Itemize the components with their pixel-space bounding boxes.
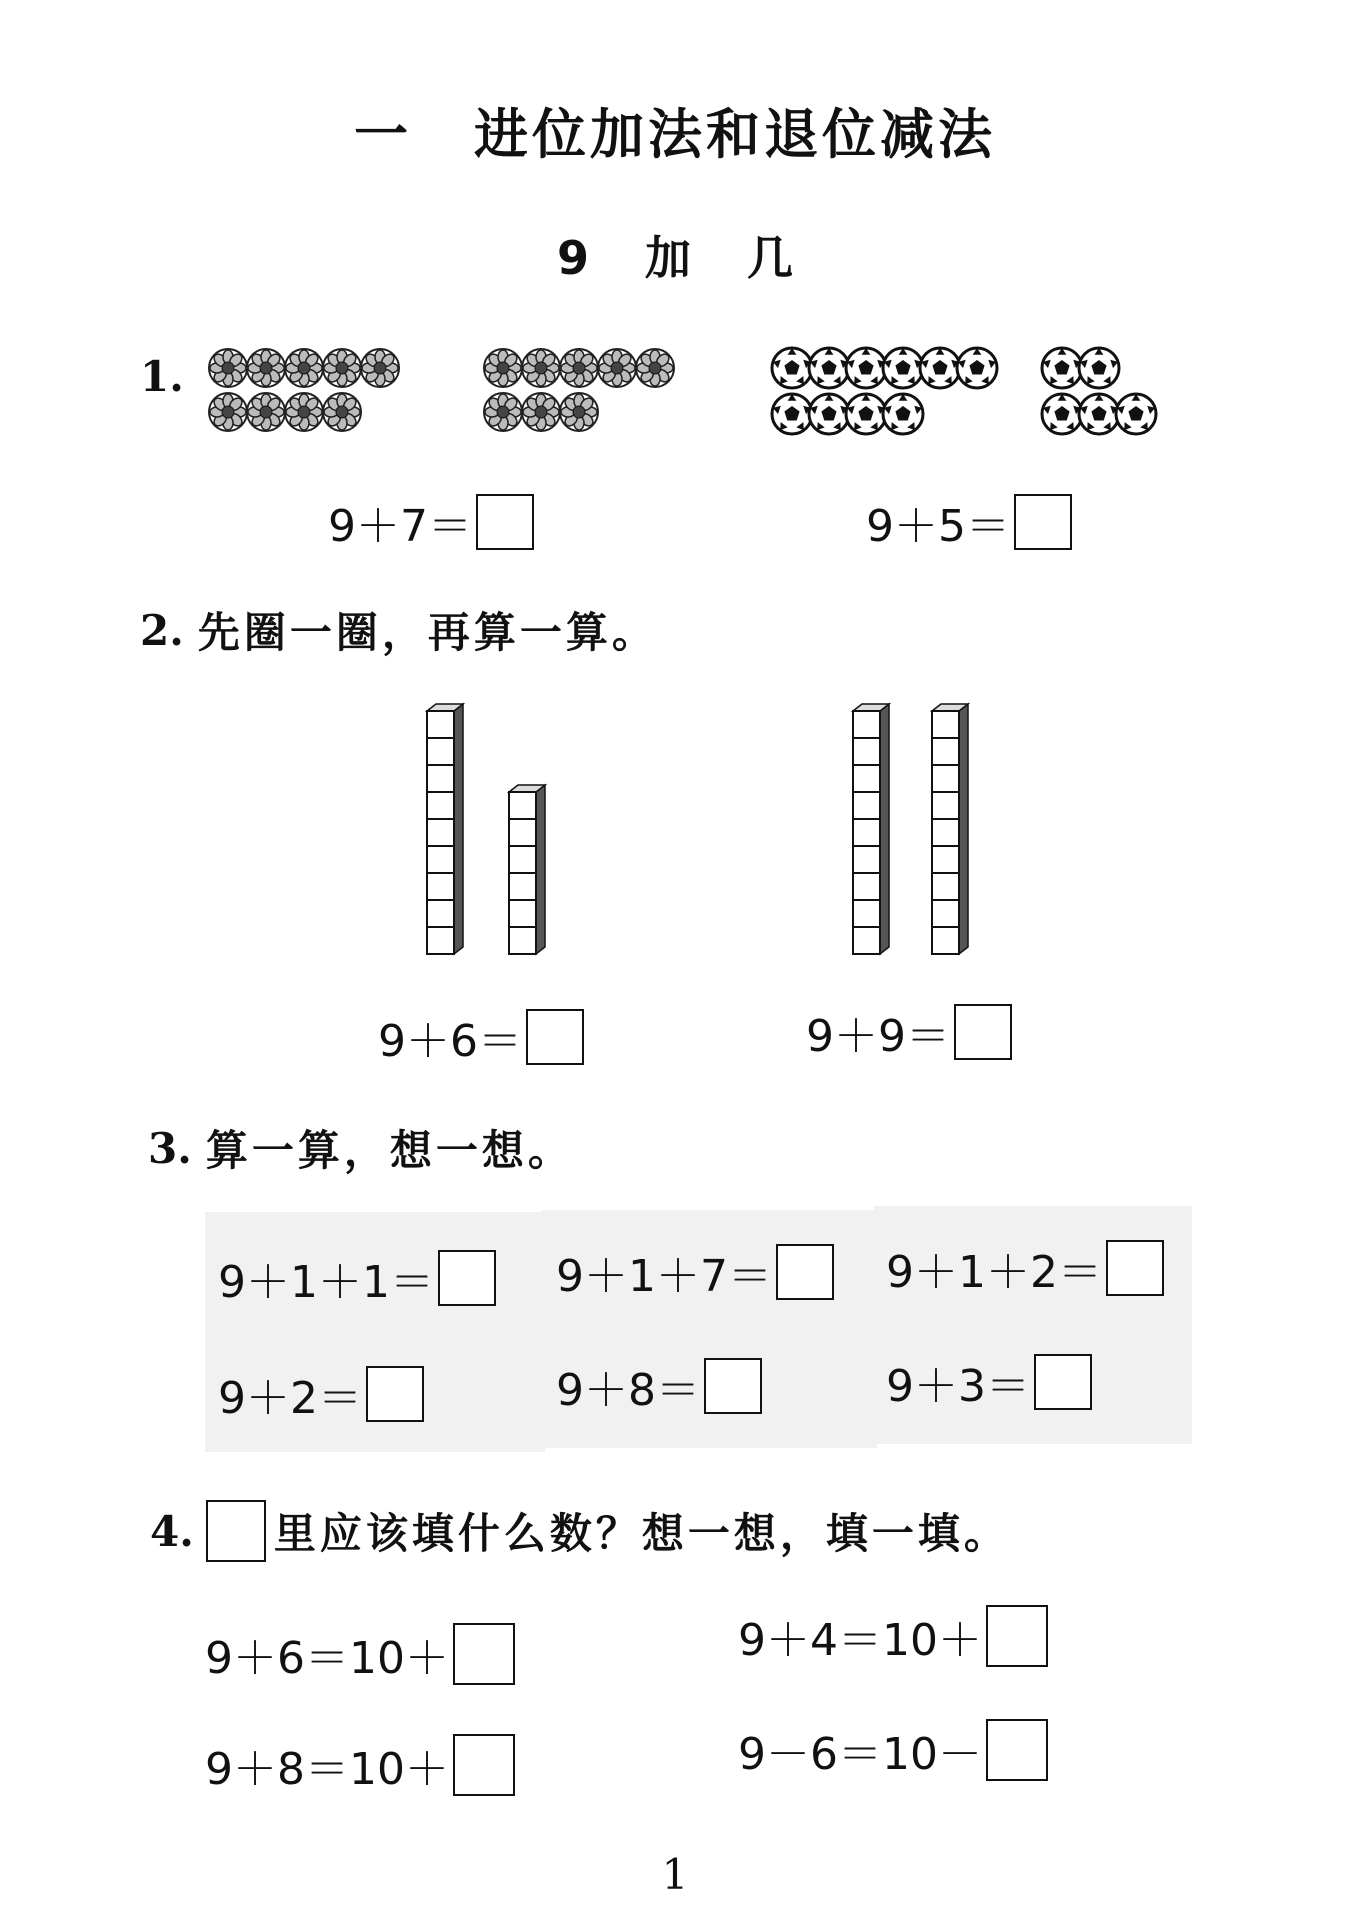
answer-box[interactable] xyxy=(954,1004,1012,1060)
q3-equation-2 xyxy=(556,1240,834,1304)
q3-instruction: 算一算，想一想。 xyxy=(205,1126,574,1175)
answer-box[interactable] xyxy=(776,1244,834,1300)
q4-equation-3-text: 9＋8＝10＋ xyxy=(205,1744,449,1795)
cube xyxy=(509,846,536,873)
cube xyxy=(853,900,880,927)
cube-bar xyxy=(932,704,968,954)
answer-box[interactable] xyxy=(453,1623,515,1685)
cube xyxy=(853,927,880,954)
cube xyxy=(509,900,536,927)
answer-box[interactable] xyxy=(438,1250,496,1306)
q3-equation-5-text: 9＋8＝ xyxy=(556,1365,700,1416)
cube xyxy=(932,792,959,819)
q4-number: 4. xyxy=(150,1506,194,1556)
cube-bar xyxy=(853,704,889,954)
cube xyxy=(509,792,536,819)
cube xyxy=(853,711,880,738)
answer-box[interactable] xyxy=(1106,1240,1164,1296)
q3-equation-1-text: 9＋1＋1＝ xyxy=(218,1257,434,1308)
page-number: 1 xyxy=(661,1850,689,1899)
cube-bar xyxy=(509,785,545,954)
answer-box[interactable] xyxy=(986,1605,1048,1667)
cube xyxy=(427,765,454,792)
cube xyxy=(932,900,959,927)
q1-equation-2-text: 9＋5＝ xyxy=(866,501,1010,552)
q3-equation-6 xyxy=(886,1350,1092,1414)
cube xyxy=(932,846,959,873)
q1-number: 1. xyxy=(140,352,184,401)
q3-equation-4-text: 9＋2＝ xyxy=(218,1373,362,1424)
q2-instruction: 先圈一圈，再算一算。 xyxy=(197,608,658,657)
cube xyxy=(932,711,959,738)
q4-equation-2 xyxy=(738,1604,1048,1668)
q3-equation-6-text: 9＋3＝ xyxy=(886,1361,1030,1412)
q4-equation-4-text: 9－6＝10－ xyxy=(738,1729,982,1780)
cube xyxy=(427,819,454,846)
cube xyxy=(427,900,454,927)
q4-heading xyxy=(150,1500,1010,1562)
cube xyxy=(853,846,880,873)
answer-box[interactable] xyxy=(704,1358,762,1414)
q2-equation-2-text: 9＋9＝ xyxy=(806,1011,950,1062)
cube xyxy=(427,711,454,738)
cube xyxy=(509,927,536,954)
cube xyxy=(853,738,880,765)
answer-box[interactable] xyxy=(986,1719,1048,1781)
cube xyxy=(427,792,454,819)
q2-equation-2 xyxy=(806,1000,1012,1064)
cube xyxy=(853,792,880,819)
q3-equation-1 xyxy=(218,1246,496,1310)
q2-equation-1-text: 9＋6＝ xyxy=(378,1016,522,1067)
cube xyxy=(932,738,959,765)
q3-equation-3-text: 9＋1＋2＝ xyxy=(886,1247,1102,1298)
cube xyxy=(932,765,959,792)
cube xyxy=(427,927,454,954)
answer-box[interactable] xyxy=(1034,1354,1092,1410)
cube xyxy=(853,873,880,900)
chapter-name: 进位加法和退位减法 xyxy=(474,103,996,166)
q4-equation-2-text: 9＋4＝10＋ xyxy=(738,1615,982,1666)
q4-equation-4 xyxy=(738,1718,1048,1782)
sample-box xyxy=(206,1500,266,1562)
answer-box[interactable] xyxy=(453,1734,515,1796)
cube-bar xyxy=(427,704,463,954)
lesson-title: 9 加 几 xyxy=(556,231,794,285)
q4-equation-1-text: 9＋6＝10＋ xyxy=(205,1633,449,1684)
q2-equation-1 xyxy=(378,1005,584,1069)
q2-number: 2. xyxy=(140,605,184,655)
q4-equation-1 xyxy=(205,1622,515,1686)
cube xyxy=(427,738,454,765)
answer-box[interactable] xyxy=(366,1366,424,1422)
q3-equation-3 xyxy=(886,1236,1164,1300)
q3-heading xyxy=(148,1118,574,1178)
q4-equation-3 xyxy=(205,1733,515,1797)
q3-equation-5 xyxy=(556,1354,762,1418)
q1-equation-1-text: 9＋7＝ xyxy=(328,501,472,552)
cube xyxy=(932,927,959,954)
q3-equation-4 xyxy=(218,1362,424,1426)
cube xyxy=(853,819,880,846)
cube xyxy=(427,846,454,873)
cube xyxy=(509,819,536,846)
cube xyxy=(509,873,536,900)
q4-instruction: 里应该填什么数？想一想，填一填。 xyxy=(273,1509,1010,1558)
cube xyxy=(932,819,959,846)
answer-box[interactable] xyxy=(526,1009,584,1065)
cube xyxy=(853,765,880,792)
q3-equation-2-text: 9＋1＋7＝ xyxy=(556,1251,772,1302)
chapter-number: 一 xyxy=(354,103,412,166)
cube xyxy=(427,873,454,900)
q3-number: 3. xyxy=(148,1123,192,1173)
cube xyxy=(932,873,959,900)
